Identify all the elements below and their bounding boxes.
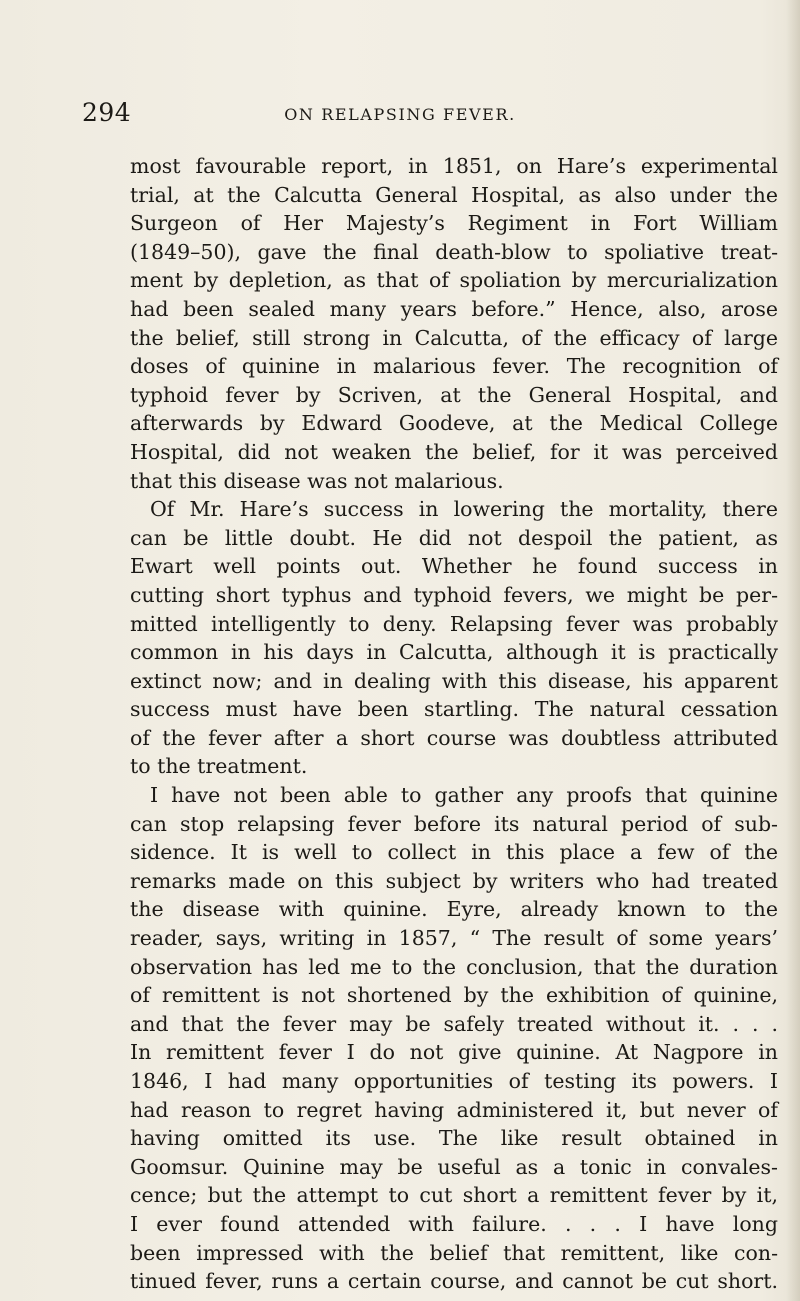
text-line: Ewart well points out. Whether he found success in [130,554,778,579]
text-line: (1849–50), gave the final death-blow to spoliative treat- [130,239,778,264]
text-line: trial, at the Calcutta General Hospital, as also under the [130,182,778,207]
text-line: success must have been startling. The natural cessation [130,697,778,722]
text-line: cutting short typhus and typhoid fevers, we might be per- [130,582,778,607]
running-title: ON RELAPSING FEVER. [284,105,516,124]
text-line: and that the fever may be safely treated without it. . . . [130,1011,778,1036]
text-line: remarks made on this subject by writers who had treated [130,868,778,893]
text-line: can stop relapsing fever before its natural period of sub- [130,811,778,836]
text-line: In remittent fever I do not give quinine. At Nagpore in [130,1040,778,1065]
text-line: had reason to regret having administered it, but never of [130,1097,778,1122]
text-line: extinct now; and in dealing with this disease, his apparent [130,668,778,693]
body-text [130,152,778,1296]
text-line: most favourable report, in 1851, on Hare’s experimental [130,154,778,178]
text-line: I ever found attended with failure. . . . I have long [130,1211,778,1236]
text-line: the disease with quinine. Eyre, already known to the [130,897,778,922]
text-line: of the fever after a short course was doubtless attributed [130,725,778,750]
text-line: had been sealed many years before.” Hence, also, arose [130,296,778,321]
text-line: mitted intelligently to deny. Relapsing fever was probably [130,611,778,636]
text-line: Goomsur. Quinine may be useful as a tonic in convales- [130,1154,778,1179]
text-line: tinued fever, runs a certain course, and cannot be cut short. [130,1269,778,1294]
text-line: 1846, I had many opportunities of testing its powers. I [130,1069,778,1093]
text-line: ment by depletion, as that of spoliation by mercurialization [130,268,778,293]
text-line: observation has led me to the conclusion, that the duration [130,954,778,979]
text-line: cence; but the attempt to cut short a remittent fever by it, [130,1183,778,1208]
page-edge-shadow [786,0,800,1301]
text-line: been impressed with the belief that remittent, like con- [130,1240,778,1265]
page-number: 294 [82,98,132,127]
text-line: Hospital, did not weaken the belief, for it was perceived [130,439,778,464]
text-line: having omitted its use. The like result obtained in [130,1126,778,1151]
text-line: Surgeon of Her Majesty’s Regiment in Fort William [130,211,778,236]
text-line: doses of quinine in malarious fever. The recognition of [130,354,778,379]
text-line: reader, says, writing in 1857, “ The result of some years’ [130,926,778,951]
text-line: I have not been able to gather any proofs that quinine [150,783,778,808]
text-line: to the treatment. [130,754,308,779]
text-line: sidence. It is well to collect in this place a few of the [130,840,778,865]
text-line: that this disease was not malarious. [130,468,504,493]
text-line: can be little doubt. He did not despoil the patient, as [130,525,778,550]
text-line: afterwards by Edward Goodeve, at the Medical College [130,411,778,436]
text-line: Of Mr. Hare’s success in lowering the mortality, there [150,497,778,522]
text-line: of remittent is not shortened by the exhibition of quinine, [130,983,778,1008]
page-header [0,98,800,138]
text-line: typhoid fever by Scriven, at the General Hospital, and [130,382,778,407]
text-line: common in his days in Calcutta, although it is practically [130,640,778,665]
text-line: the belief, still strong in Calcutta, of the efficacy of large [130,325,778,350]
